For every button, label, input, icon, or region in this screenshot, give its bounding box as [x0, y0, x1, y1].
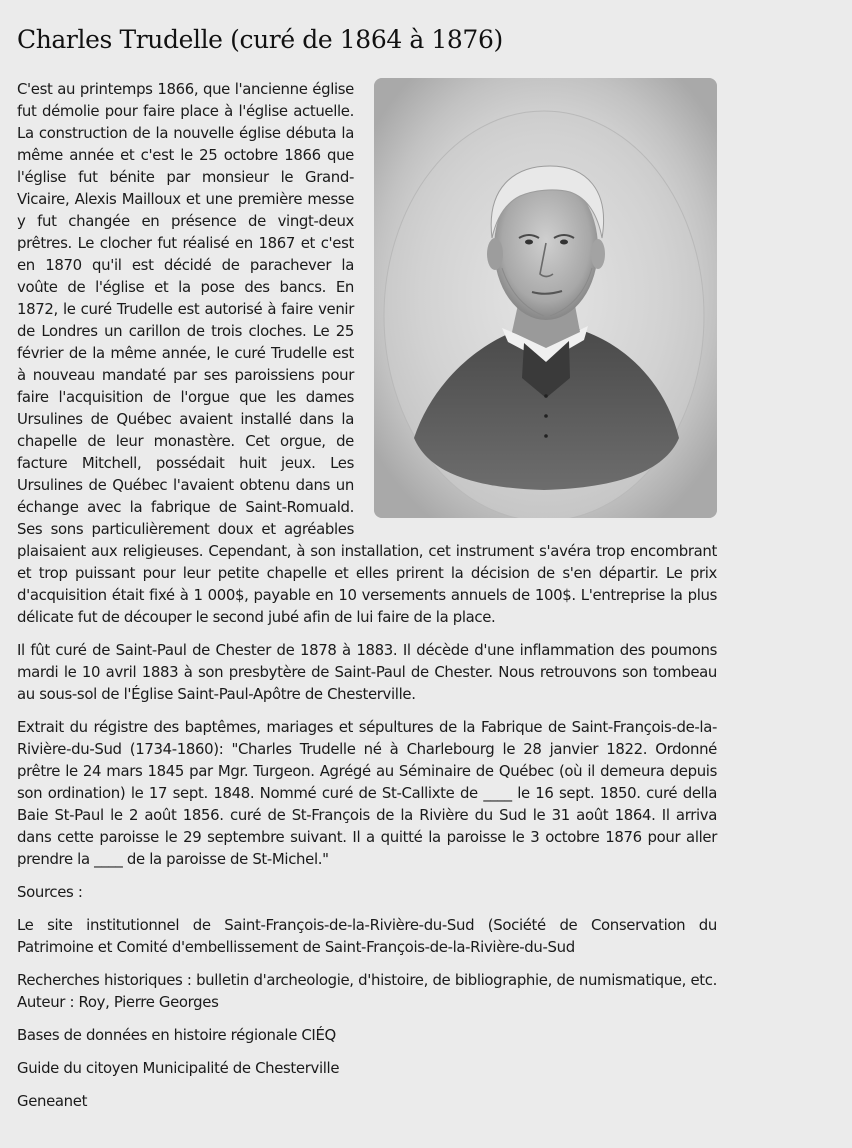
source-item: Le site institutionnel de Saint-François-de-la-Rivière-du-Sud (Société de Conservation du Patrimoine et Comité d'embellissement de Saint-François-de-la-Rivière-du-Sud	[17, 916, 717, 956]
source-item: Bases de données en histoire régionale CIÉQ	[17, 1026, 336, 1044]
source-item: Guide du citoyen Municipalité de Chesterville	[17, 1059, 340, 1077]
paragraph-chester: Il fût curé de Saint-Paul de Chester de 1878 à 1883. Il décède d'une inflammation des poumons mardi le 10 avril 1883 à son presbytère de Saint-Paul de Chester. Nous retrouvons son tombeau au sous-sol de l'Église Saint-Paul-Apôtre de Chesterville.	[17, 641, 717, 703]
page-title: Charles Trudelle (curé de 1864 à 1876)	[17, 25, 503, 54]
portrait-image	[374, 78, 717, 518]
paragraph-register-extract: Extrait du régistre des baptêmes, mariages et sépultures de la Fabrique de Saint-François-de-la-Rivière-du-Sud (1734-1860): "Charles Trudelle né à Charlebourg le 28 janvier 1822. Ordonné prêtre le 24 mars 1845 par Mgr. Turgeon. Agrégé au Séminaire de Québec (où il demeura depuis son ordination) le 17 sept. 1848. Nommé curé de St-Callixte de ____ le 16 sept. 1850. curé della Baie St-Paul le 2 août 1856. curé de St-François de la Rivière du Sud le 31 août 1864. Il arriva dans cette paroisse le 29 septembre suivant. Il a quitté la paroisse le 3 octobre 1876 pour aller prendre la ____ de la paroisse de St-Michel."	[17, 718, 717, 868]
article	[17, 22, 717, 1123]
source-item: Recherches historiques : bulletin d'archeologie, d'histoire, de bibliographie, de numismatique, etc. Auteur : Roy, Pierre Georges	[17, 971, 717, 1011]
source-item: Geneanet	[17, 1092, 88, 1110]
paragraph-church: C'est au printemps 1866, que l'ancienne église fut démolie pour faire place à l'église actuelle. La construction de la nouvelle église débuta la même année et c'est le 25 octobre 1866 que l'église fut bénite par monsieur le Grand-Vicaire, Alexis Mailloux et une première messe y fut changée en présence de vingt-deux prêtres. Le clocher fut réalisé en 1867 et c'est en 1870 qu'il est décidé de parachever la voûte de l'église et la pose des bancs. En 1872, le curé Trudelle est autorisé à faire venir de Londres un carillon de trois cloches. Le 25 février de la même année, le curé Trudelle est à nouveau mandaté par ses paroissiens pour faire l'acquisition de l'orgue que les dames Ursulines de Québec avaient installé dans la chapelle de leur monastère. Cet orgue, de facture Mitchell, possédait huit jeux. Les Ursulines de Québec l'avaient obtenu dans un échange avec la fabrique de Saint-Romuald. Ses sons particulièrement doux et agréables plaisaient aux religieuses. Cependant, à son installation, cet instrument s'avéra trop encombrant et trop puissant pour leur petite chapelle et elles prirent la décision de s'en départir. Le prix d'acquisition était fixé à 1 000$, payable en 10 versements annuels de 100$. L'entreprise la plus délicate fut de découper le second jubé afin de lui faire de la place.	[17, 80, 717, 626]
sources-heading: Sources :	[17, 883, 83, 901]
